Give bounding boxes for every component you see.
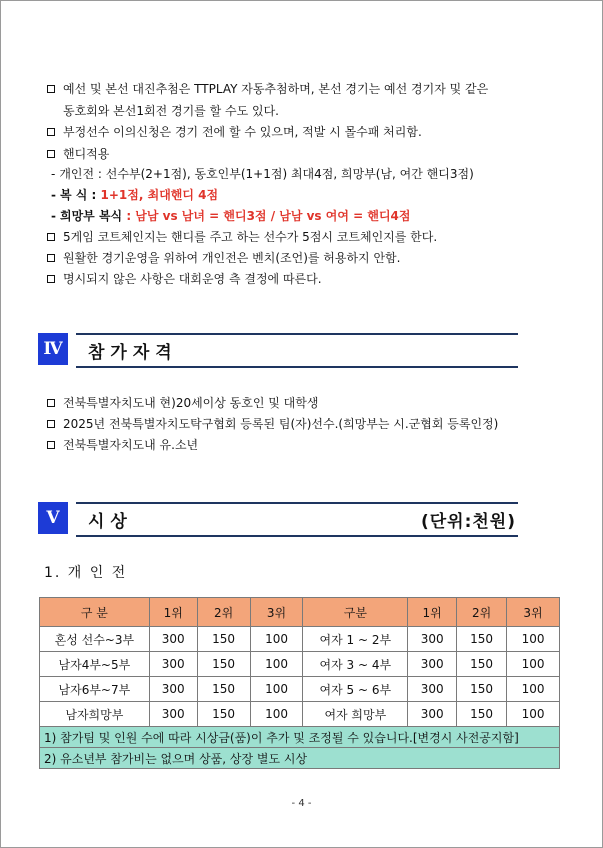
rule-item xyxy=(47,271,322,287)
table-cell: 남자희망부 xyxy=(40,702,150,727)
table-cell: 100 xyxy=(507,702,560,727)
section-rule-top xyxy=(76,502,518,504)
section-header-eligibility xyxy=(38,333,520,367)
table-cell: 100 xyxy=(250,652,303,677)
rule-label: 복 식 : xyxy=(59,188,97,202)
rule-item: - 희망부 복식 : 남남 vs 남녀 = 핸디3점 / 남남 vs 여여 = 핸디4점 xyxy=(51,209,411,223)
table-cell: 150 xyxy=(457,652,507,677)
section-rule-bottom xyxy=(76,535,518,537)
table-cell: 100 xyxy=(507,677,560,702)
checkbox-square-icon xyxy=(47,233,55,241)
table-cell: 150 xyxy=(457,677,507,702)
rule-text: 개인전 : 선수부(2+1점), 동호인부(1+1점) 최대4점, 희망부(남, 여간 핸디3점) xyxy=(59,167,474,181)
table-cell: 여자 3 ~ 4부 xyxy=(303,652,408,677)
section-title: 시상 xyxy=(88,512,133,532)
eligibility-text: 전북특별자치도내 유.소년 xyxy=(63,438,199,452)
table-row xyxy=(40,677,560,702)
rule-text: 부정선수 이의신청은 경기 전에 할 수 있으며, 적발 시 몰수패 처리함. xyxy=(63,125,422,139)
table-cell: 150 xyxy=(197,677,250,702)
header-cell: 2위 xyxy=(457,598,507,627)
header-cell: 2위 xyxy=(197,598,250,627)
header-cell: 구분 xyxy=(303,598,408,627)
table-cell: 300 xyxy=(149,702,197,727)
rule-text: 예선 및 본선 대진추첨은 TTPLAY 자동추첨하며, 본선 경기는 예선 경기자 및 같은 xyxy=(63,82,489,96)
eligibility-item xyxy=(47,395,318,411)
table-cell: 100 xyxy=(250,702,303,727)
section-title: 참가자격 xyxy=(88,343,178,363)
checkbox-square-icon xyxy=(47,399,55,407)
checkbox-square-icon xyxy=(47,85,55,93)
table-cell: 150 xyxy=(197,627,250,652)
eligibility-item xyxy=(47,437,198,453)
checkbox-square-icon xyxy=(47,128,55,136)
prize-table xyxy=(39,597,560,769)
header-cell: 1위 xyxy=(149,598,197,627)
table-note-row xyxy=(40,748,560,769)
section-number: Ⅳ xyxy=(38,333,68,365)
table-cell: 150 xyxy=(197,652,250,677)
table-note: 1) 참가팀 및 인원 수에 따라 시상금(품)이 추가 및 조정될 수 있습니다.[변경시 사전공지함] xyxy=(40,727,560,748)
eligibility-item xyxy=(47,416,498,432)
table-cell: 남자6부~7부 xyxy=(40,677,150,702)
rule-text: 동호회와 본선1회전 경기를 할 수도 있다. xyxy=(63,104,279,118)
table-cell: 여자 5 ~ 6부 xyxy=(303,677,408,702)
table-cell: 여자 희망부 xyxy=(303,702,408,727)
rule-item xyxy=(47,124,422,140)
table-cell: 100 xyxy=(250,627,303,652)
checkbox-square-icon xyxy=(47,441,55,449)
rule-item xyxy=(47,81,488,97)
table-cell: 100 xyxy=(507,652,560,677)
table-cell: 여자 1 ~ 2부 xyxy=(303,627,408,652)
table-cell: 100 xyxy=(250,677,303,702)
checkbox-square-icon xyxy=(47,275,55,283)
table-cell: 혼성 선수~3부 xyxy=(40,627,150,652)
table-cell: 150 xyxy=(457,702,507,727)
rule-item: - 개인전 : 선수부(2+1점), 동호인부(1+1점) 최대4점, 희망부(남, 여간 핸디3점) xyxy=(51,167,474,181)
rule-value: : 남남 vs 남녀 = 핸디3점 / 남남 vs 여여 = 핸디4점 xyxy=(126,209,411,223)
section-rule-bottom xyxy=(76,366,518,368)
header-cell: 3위 xyxy=(250,598,303,627)
header-cell: 1위 xyxy=(408,598,457,627)
table-cell: 300 xyxy=(408,652,457,677)
subsection-title: 1. 개 인 전 xyxy=(44,565,128,581)
checkbox-square-icon xyxy=(47,150,55,158)
section-unit: (단위:천원) xyxy=(420,512,516,532)
rule-text: 5게임 코트체인지는 핸디를 주고 하는 선수가 5점시 코트체인지를 한다. xyxy=(63,230,438,244)
checkbox-square-icon xyxy=(47,420,55,428)
table-cell: 150 xyxy=(457,627,507,652)
eligibility-text: 전북특별자치도내 현)20세이상 동호인 및 대학생 xyxy=(63,396,319,410)
table-cell: 300 xyxy=(408,627,457,652)
eligibility-text: 2025년 전북특별자치도탁구협회 등록된 팀(자)선수.(희망부는 시.군협회 등록인정) xyxy=(63,417,499,431)
table-cell: 150 xyxy=(197,702,250,727)
rule-item xyxy=(47,146,109,162)
rule-item: - 복 식 : 1+1점, 최대핸디 4점 xyxy=(51,188,219,202)
rule-text: 명시되지 않은 사항은 대회운영 측 결정에 따른다. xyxy=(63,272,322,286)
table-row xyxy=(40,627,560,652)
table-cell: 300 xyxy=(408,702,457,727)
rule-item xyxy=(47,250,400,266)
rule-text: 원활한 경기운영을 위하여 개인전은 벤치(조언)를 허용하지 안함. xyxy=(63,251,401,265)
rule-item xyxy=(63,103,279,119)
table-cell: 300 xyxy=(149,677,197,702)
table-cell: 100 xyxy=(507,627,560,652)
checkbox-square-icon xyxy=(47,254,55,262)
section-rule-top xyxy=(76,333,518,335)
header-cell: 구 분 xyxy=(40,598,150,627)
table-row xyxy=(40,702,560,727)
header-cell: 3위 xyxy=(507,598,560,627)
table-cell: 남자4부~5부 xyxy=(40,652,150,677)
table-header-row xyxy=(40,598,560,627)
rule-item xyxy=(47,229,437,245)
table-cell: 300 xyxy=(149,652,197,677)
rule-value: 1+1점, 최대핸디 4점 xyxy=(100,188,219,202)
section-number: Ⅴ xyxy=(38,502,68,534)
section-header-awards xyxy=(38,502,520,536)
table-cell: 300 xyxy=(408,677,457,702)
table-note-row xyxy=(40,727,560,748)
table-note: 2) 유소년부 참가비는 없으며 상품, 상장 별도 시상 xyxy=(40,748,560,769)
rule-label: 희망부 복식 xyxy=(59,209,123,223)
table-row xyxy=(40,652,560,677)
page-number: - 4 - xyxy=(291,798,312,809)
rule-text: 핸디적용 xyxy=(63,147,110,161)
table-cell: 300 xyxy=(149,627,197,652)
